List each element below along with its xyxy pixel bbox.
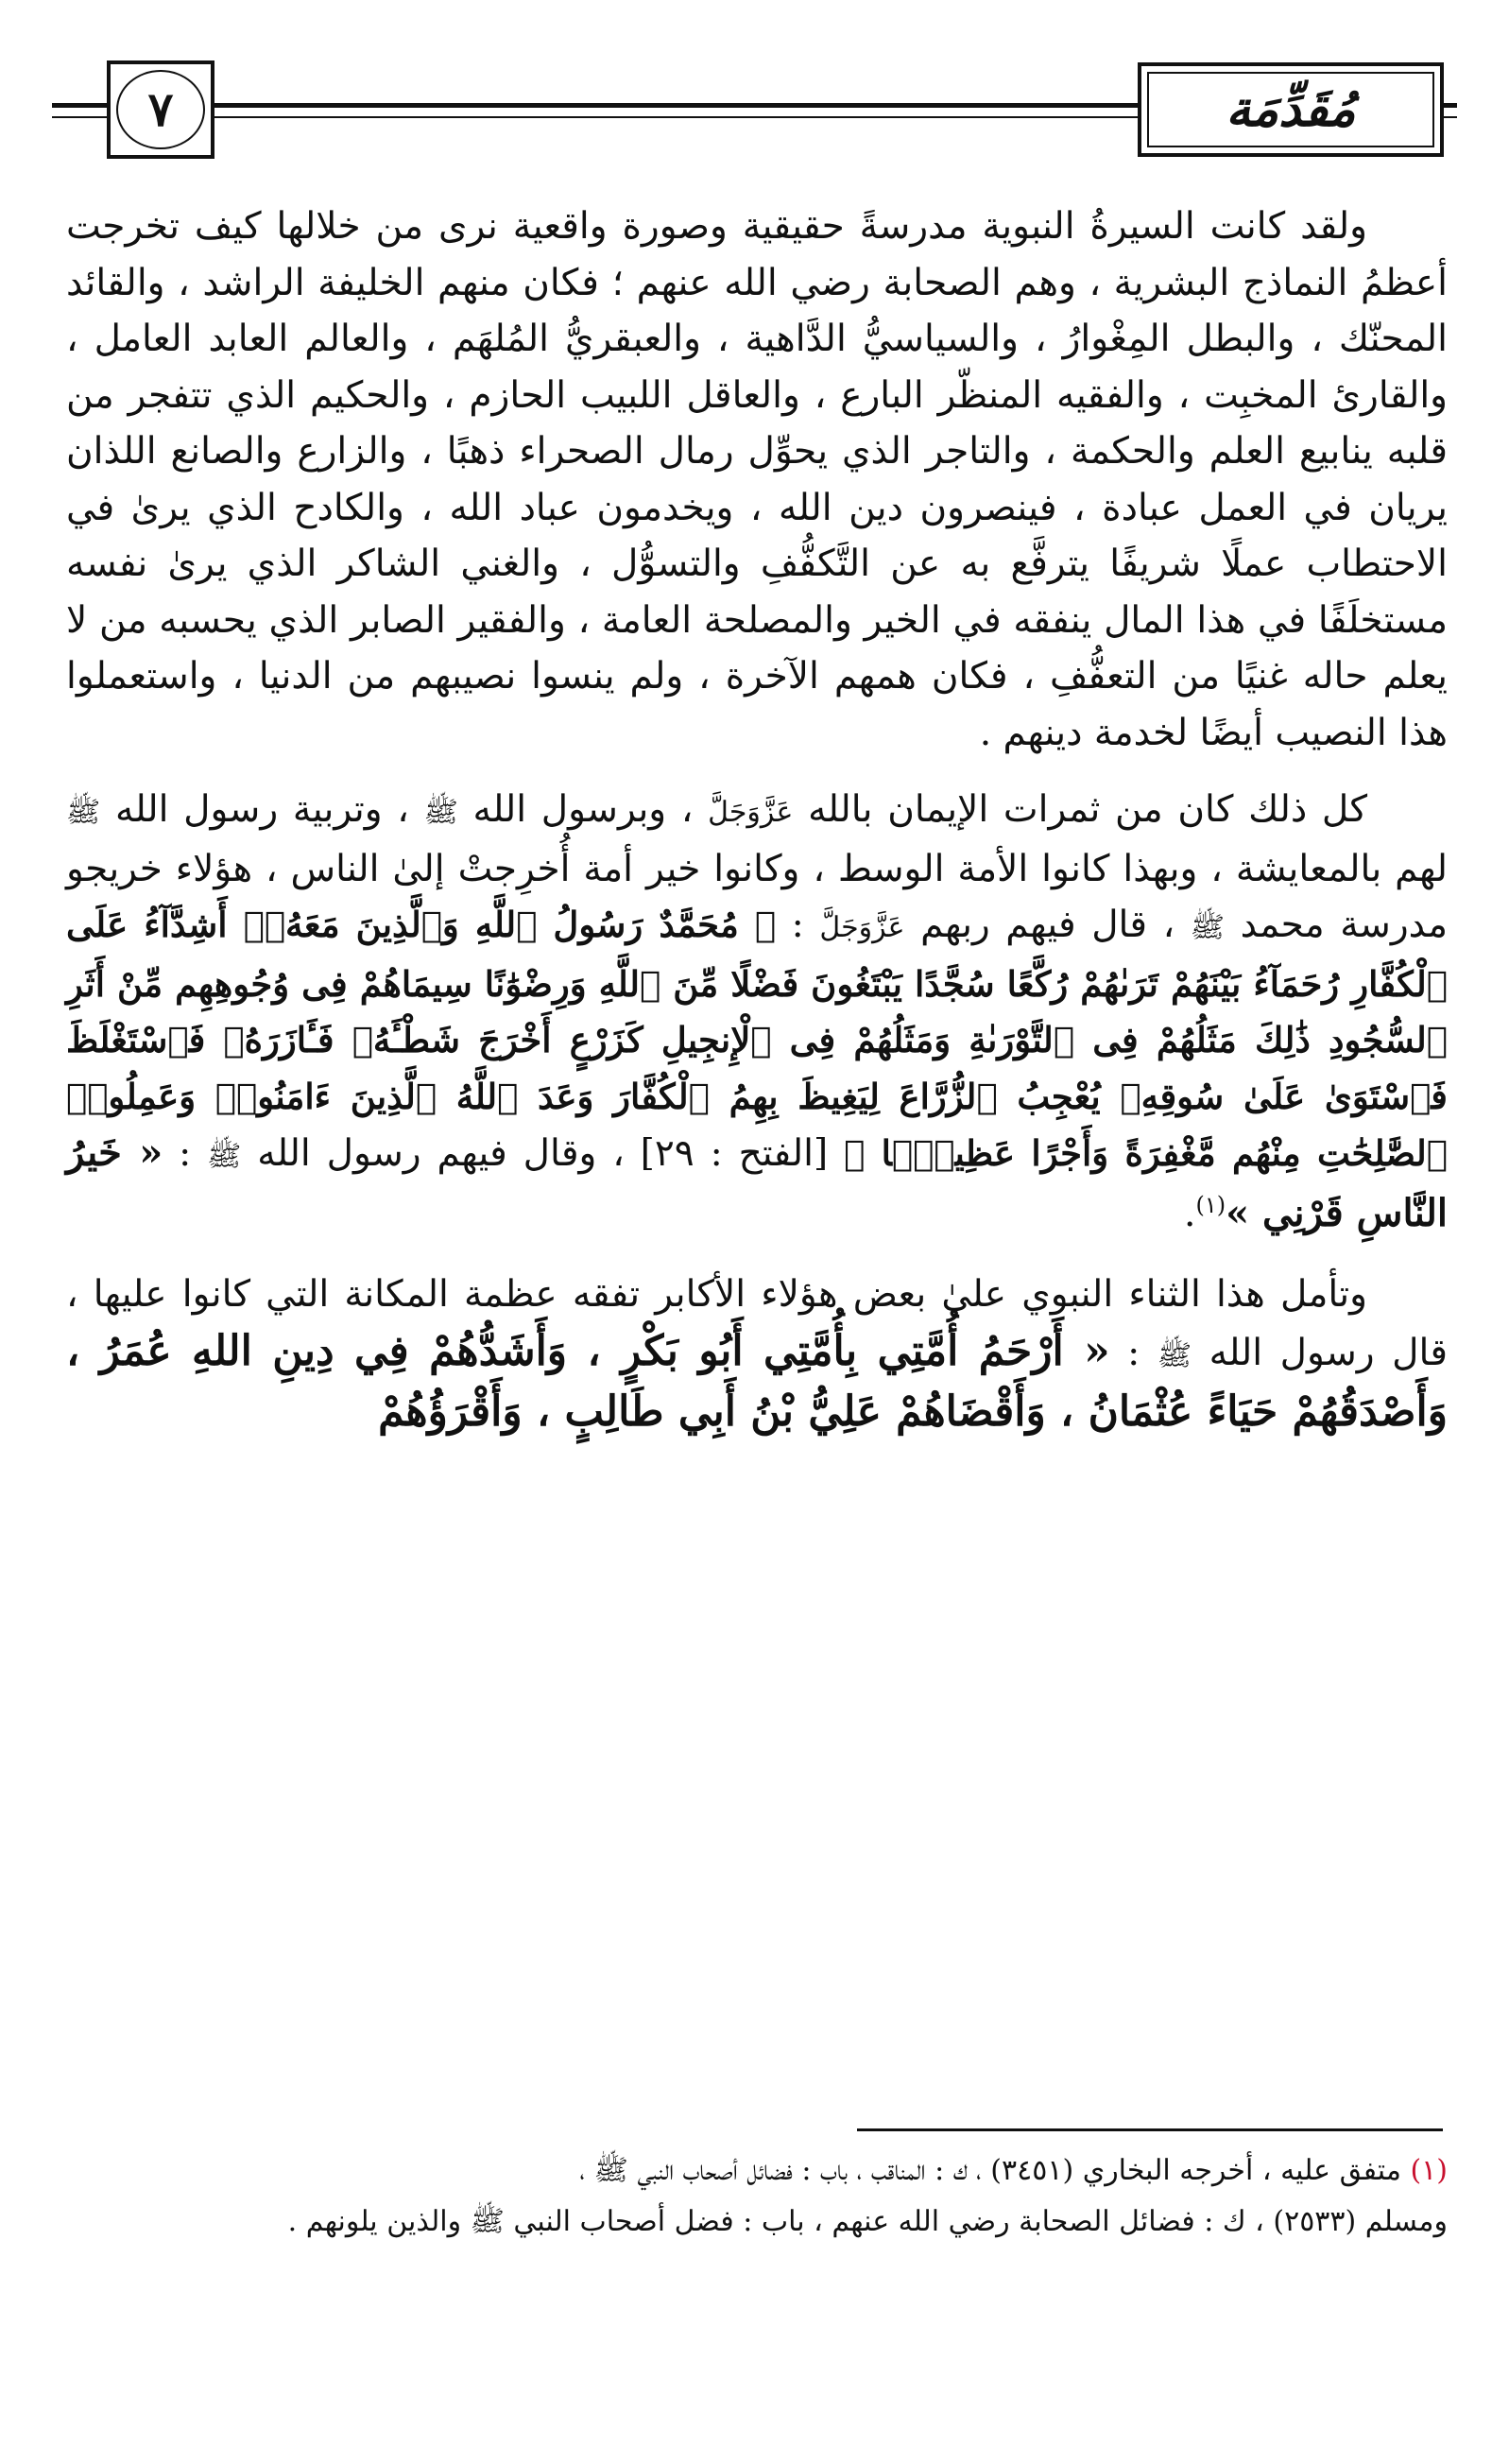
footnote-marker[interactable]: (١) bbox=[1195, 1191, 1226, 1218]
page-number-frame bbox=[107, 60, 214, 159]
text-run: ، قال فيهم ربهم bbox=[920, 904, 1175, 946]
chapter-title-inner bbox=[1147, 72, 1434, 147]
hadith-quote: « أَرْحَمُ أُمَّتِي بِأُمَّتِي أَبُو بَكْرٍ ، وَأَشَدُّهُمْ فِي دِينِ اللهِ عُمَرُ ، وَأَصْدَقُهُمْ حَيَاءً عُثْمَانُ ، وَأَقْضَاهُمْ عَلِيُّ بْنُ أَبِي طَالِبٍ ، وَأَقْرَؤُهُمْ bbox=[66, 1326, 1448, 1436]
footnote-number: (١) bbox=[1410, 2154, 1448, 2187]
text-run: ، وتربية رسول الله bbox=[114, 788, 409, 831]
text-run: لهم بالمعايشة ، وبهذا كانوا الأمة الوسط ، وكانوا خير أمة أُخرِجتْ إلىٰ الناس ، هؤلاء خريجو مدرسة محمد bbox=[66, 847, 1449, 946]
text-run: : bbox=[791, 904, 804, 946]
hadith-quote: « خَيرُ النَّاسِ قَرْنِي » bbox=[66, 1130, 1448, 1235]
azza-wajal-honorific: عَزَّوَجَلَّ bbox=[708, 796, 794, 829]
paragraph-2: كل ذلك كان من ثمرات الإيمان بالله عَزَّوَجَلَّ ، وبرسول الله ﷺ ، وتربية رسول الله ﷺ لهم بالمعايشة ، وبهذا كانوا الأمة الوسط ، وكانوا خير أمة أُخرِجتْ إلىٰ الناس ، هؤلاء خريجو مدرسة محمد ﷺ ، قال فيهم ربهم عَزَّوَجَلَّ : ﴿ مُحَمَّدٌ رَسُولُ ٱللَّهِ وَٱلَّذِينَ مَعَهُۥٓ أَشِدَّآءُ عَلَى ٱلْكُفَّارِ رُحَمَآءُ بَيْنَهُمْ تَرَىٰهُمْ رُكَّعًا سُجَّدًا يَبْتَغُونَ فَضْلًا مِّنَ ٱللَّهِ وَرِضْوَٰنًا سِيمَاهُمْ فِى وُجُوهِهِم مِّنْ أَثَرِ ٱلسُّجُودِ ذَٰلِكَ مَثَلُهُمْ فِى ٱلتَّوْرَىٰةِ وَمَثَلُهُمْ فِى ٱلْإِنجِيلِ كَزَرْعٍ أَخْرَجَ شَطْـَٔهُۥ فَـَٔازَرَهُۥ فَٱسْتَغْلَظَ فَٱسْتَوَىٰ عَلَىٰ سُوقِهِۦ يُعْجِبُ ٱلزُّرَّاعَ لِيَغِيظَ بِهِمُ ٱلْكُفَّارَ وَعَدَ ٱللَّهُ ٱلَّذِينَ ءَامَنُوا۟ وَعَمِلُوا۟ ٱلصَّٰلِحَٰتِ مِنْهُم مَّغْفِرَةً وَأَجْرًا عَظِيمًۢا ﴾ [الفتح : ٢٩] ، وقال فيهم رسول الله ﷺ : « خَيرُ النَّاسِ قَرْنِي »$^{(١)}$. bbox=[66, 788, 1449, 1235]
text-run: وقال فيهم رسول الله bbox=[257, 1132, 597, 1175]
salla-honorific: ﷺ bbox=[66, 796, 101, 829]
text-run: ، وبرسول الله bbox=[472, 788, 694, 831]
salla-honorific: ﷺ bbox=[207, 1140, 242, 1173]
text-run: وتأمل هذا الثناء النبوي علىٰ بعض هؤلاء الأكابر تفقه عظمة المكانة التي كانوا عليها ، قال رسول الله bbox=[66, 1273, 1448, 1374]
page-number: ٧ bbox=[147, 81, 174, 137]
quran-reference: [الفتح : ٢٩] ، bbox=[612, 1132, 829, 1175]
footnote-text: متفق عليه ، أخرجه البخاري (٣٤٥١) ، ك : المناقب ، باب : فضائل أصحاب النبي ﷺ ، bbox=[579, 2154, 1401, 2187]
footnote-1 bbox=[66, 2145, 1448, 2197]
footnote-1-continued: ومسلم (٢٥٣٣) ، ك : فضائل الصحابة رضي الله عنهم ، باب : فضل أصحاب النبي ﷺ والذين يلونهم . bbox=[287, 2205, 1448, 2238]
main-text bbox=[66, 198, 1448, 1442]
page-number-medallion bbox=[116, 70, 205, 149]
chapter-title: مُقَدِّمَة bbox=[1226, 80, 1356, 138]
page-header bbox=[52, 55, 1457, 166]
text-run: كل ذلك كان من ثمرات الإيمان بالله bbox=[808, 788, 1368, 831]
chapter-title-frame bbox=[1138, 62, 1444, 157]
paragraph-3 bbox=[66, 1266, 1448, 1442]
text-run: : bbox=[179, 1132, 192, 1175]
salla-honorific: ﷺ bbox=[1190, 911, 1226, 944]
footnote-separator bbox=[857, 2128, 1443, 2131]
quran-verse: ﴿ مُحَمَّدٌ رَسُولُ ٱللَّهِ وَٱلَّذِينَ مَعَهُۥٓ أَشِدَّآءُ عَلَى ٱلْكُفَّارِ رُحَمَآءُ بَيْنَهُمْ تَرَىٰهُمْ رُكَّعًا سُجَّدًا يَبْتَغُونَ فَضْلًا مِّنَ ٱللَّهِ وَرِضْوَٰنًا سِيمَاهُمْ فِى وُجُوهِهِم مِّنْ أَثَرِ ٱلسُّجُودِ ذَٰلِكَ مَثَلُهُمْ فِى ٱلتَّوْرَىٰةِ وَمَثَلُهُمْ فِى ٱلْإِنجِيلِ كَزَرْعٍ أَخْرَجَ شَطْـَٔهُۥ فَـَٔازَرَهُۥ فَٱسْتَغْلَظَ فَٱسْتَوَىٰ عَلَىٰ سُوقِهِۦ يُعْجِبُ ٱلزُّرَّاعَ لِيَغِيظَ بِهِمُ ٱلْكُفَّارَ وَعَدَ ٱللَّهُ ٱلَّذِينَ ءَامَنُوا۟ وَعَمِلُوا۟ ٱلصَّٰلِحَٰتِ مِنْهُم مَّغْفِرَةً وَأَجْرًا عَظِيمًۢا ﴾ bbox=[66, 904, 1449, 1174]
salla-honorific: ﷺ bbox=[1157, 1338, 1192, 1372]
footnotes bbox=[66, 2145, 1448, 2248]
azza-wajal-honorific: عَزَّوَجَلَّ bbox=[819, 911, 905, 944]
paragraph-1: ولقد كانت السيرةُ النبوية مدرسةً حقيقية وصورة واقعية نرى من خلالها كيف تخرجت أعظمُ النماذج البشرية ، وهم الصحابة رضي الله عنهم ؛ فكان منهم الخليفة الراشد ، والقائد المحنّك ، والبطل المِغْوارُ ، والسياسيُّ الدَّاهية ، والعبقريُّ المُلهَم ، والعالم العابد العامل ، والقارئ المخبِت ، والفقيه المنظّر البارع ، والعاقل اللبيب الحازم ، والحكيم الذي تتفجر من قلبه ينابيع العلم والحكمة ، والتاجر الذي يحوِّل رمال الصحراء ذهبًا ، والزارع والصانع اللذان يريان في العمل عبادة ، فينصرون دين الله ، ويخدمون عباد الله ، والكادح الذي يرىٰ في الاحتطاب عملًا شريفًا يترفَّع به عن التَّكفُّفِ والتسوُّل ، والغني الشاكر الذي يرىٰ نفسه مستخلَفًا في هذا المال ينفقه في الخير والمصلحة العامة ، والفقير الصابر الذي يحسبه من لا يعلم حاله غنيًا من التعفُّفِ ، فكان همهم الآخرة ، ولم ينسوا نصيبهم من الدنيا ، واستعملوا هذا النصيب أيضًا لخدمة دينهم . bbox=[66, 205, 1448, 754]
salla-honorific: ﷺ bbox=[423, 796, 458, 829]
text-run: : bbox=[1127, 1331, 1140, 1374]
